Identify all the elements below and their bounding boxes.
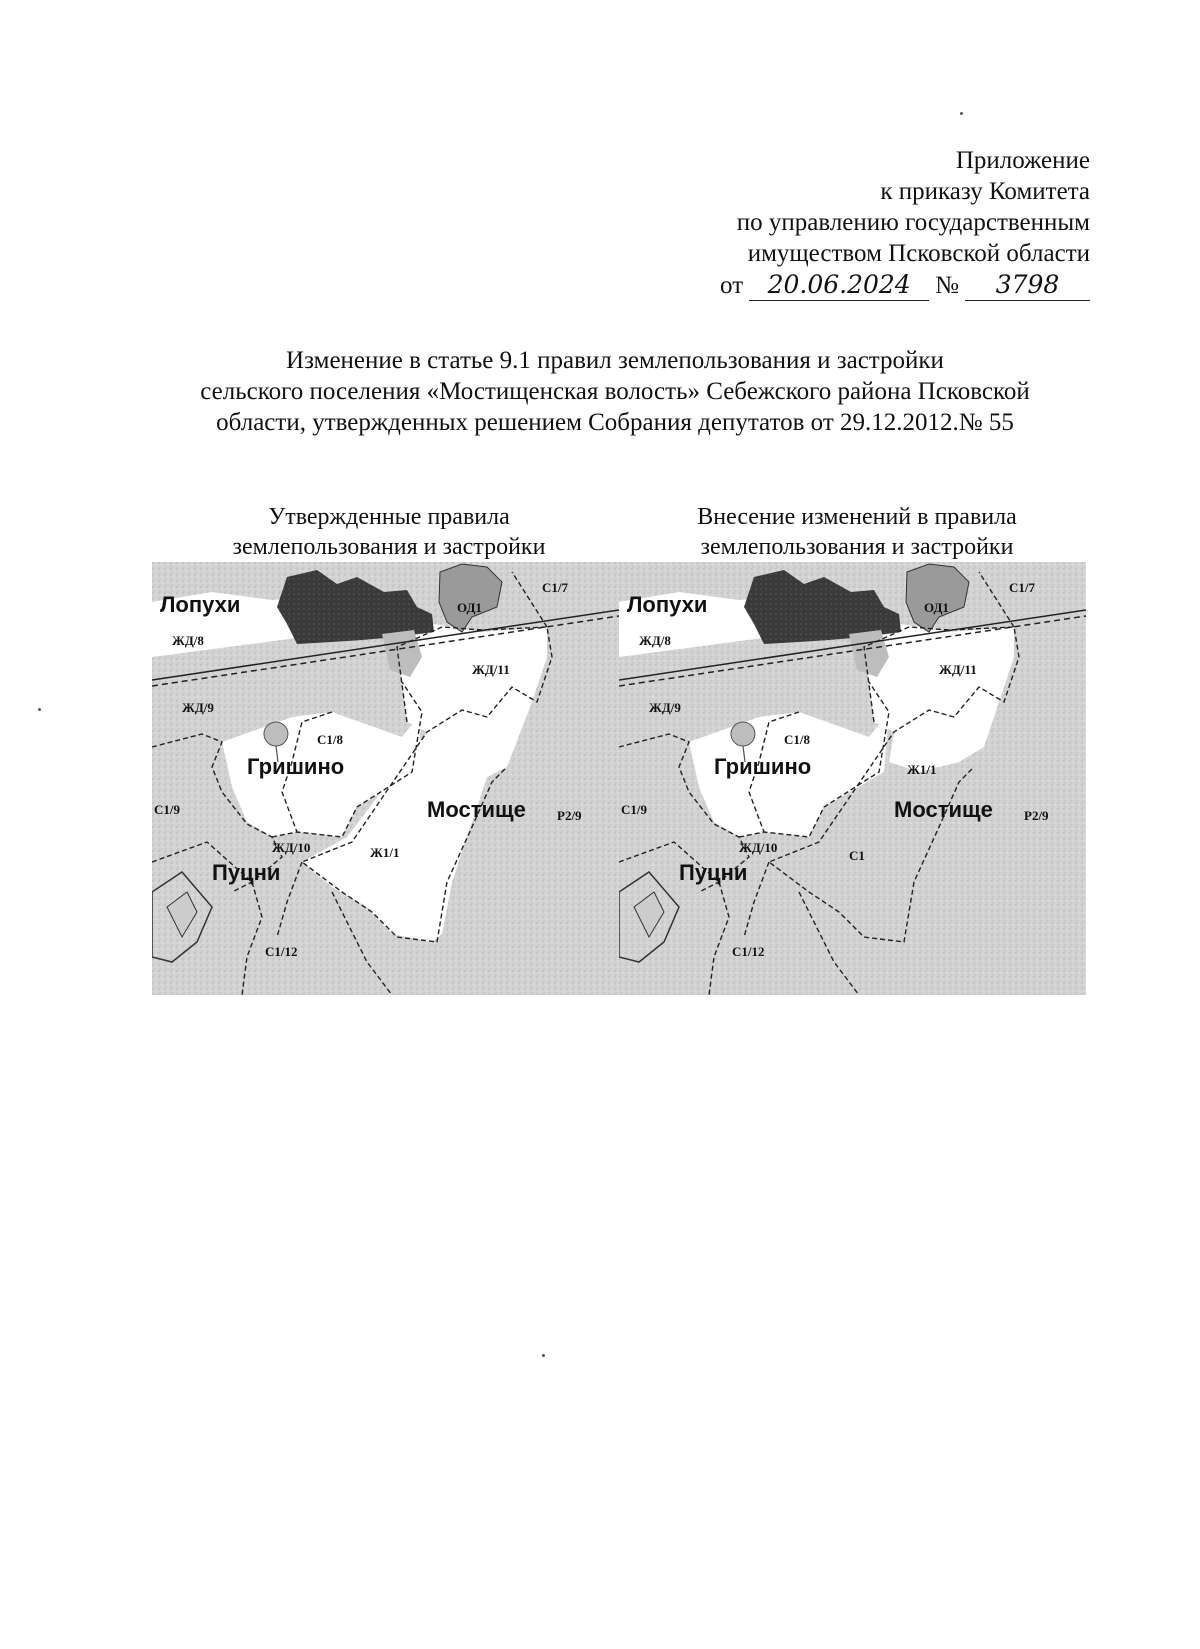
zone-label-c17: С1/7 (542, 580, 568, 595)
number-sign: № (935, 272, 959, 299)
scan-speck (542, 1354, 545, 1357)
title-line: области, утвержденных решением Собрания депутатов от 29.12.2012.№ 55 (216, 409, 1014, 436)
title-line: сельского поселения «Мостищенская волость» Себежского района Псковской (200, 378, 1030, 405)
caption-line: Внесение изменений в правила (697, 504, 1017, 530)
village-label-putsni: Пуцни (679, 860, 748, 885)
zone-label-p29: Р2/9 (1024, 808, 1049, 823)
village-label-mostishche: Мостище (427, 797, 526, 822)
pond-marker (731, 722, 755, 746)
zone-label-zhd9: ЖД/9 (182, 700, 214, 715)
village-label-lopukhi: Лопухи (627, 592, 708, 617)
zone-label-c19: С1/9 (154, 802, 180, 817)
caption-line: землепользования и застройки (232, 534, 546, 560)
zone-label-zh11: Ж1/1 (907, 762, 937, 777)
zone-label-c112: С1/12 (732, 944, 765, 959)
pond-marker (264, 722, 288, 746)
village-label-putsni: Пуцни (212, 860, 281, 885)
scan-speck (960, 112, 963, 115)
appendix-line: Приложение (955, 147, 1090, 174)
zone-label-zhd10: ЖД/10 (739, 840, 778, 855)
zone-label-od1: ОД1 (457, 600, 482, 615)
zone-label-c18: С1/8 (317, 732, 343, 747)
zone-label-c112: С1/12 (265, 944, 298, 959)
caption-line: землепользования и застройки (700, 534, 1014, 560)
appendix-header (720, 145, 1090, 301)
zone-label-c18: С1/8 (784, 732, 810, 747)
map-svg-changes (619, 562, 1086, 995)
order-date: 20.06.2024 (749, 269, 929, 301)
village-label-grishino: Гришино (714, 754, 812, 779)
zone-label-zhd9: ЖД/9 (649, 700, 681, 715)
zone-label-c1: С1 (849, 848, 865, 863)
zone-label-zh11: Ж1/1 (370, 845, 400, 860)
appendix-line: к приказу Комитета (880, 178, 1090, 205)
map-caption-changes (622, 502, 1092, 562)
zone-label-od1: ОД1 (924, 600, 949, 615)
scan-speck (38, 708, 41, 711)
zone-label-c19: С1/9 (621, 802, 647, 817)
village-label-grishino: Гришино (247, 754, 345, 779)
order-number: 3798 (965, 269, 1090, 301)
title-line: Изменение в статье 9.1 правил землепользования и застройки (286, 347, 944, 374)
zone-label-zhd8: ЖД/8 (639, 633, 671, 648)
village-label-mostishche: Мостище (894, 797, 993, 822)
order-date-number-line (720, 269, 1090, 301)
zoning-map-approved (152, 562, 619, 995)
zone-label-c17: С1/7 (1009, 580, 1035, 595)
zone-label-p29: Р2/9 (557, 808, 582, 823)
map-svg-approved (152, 562, 619, 995)
map-caption-approved (154, 502, 624, 562)
zone-label-zhd11: ЖД/11 (472, 662, 510, 677)
appendix-line: имуществом Псковской области (747, 240, 1090, 267)
caption-line: Утвержденные правила (268, 504, 510, 530)
zoning-map-changes (619, 562, 1086, 995)
zone-label-zhd10: ЖД/10 (272, 840, 311, 855)
document-title (150, 345, 1080, 438)
zone-label-zhd8: ЖД/8 (172, 633, 204, 648)
appendix-line: по управлению государственным (736, 209, 1090, 236)
village-label-lopukhi: Лопухи (160, 592, 241, 617)
date-prefix: от (720, 272, 744, 299)
zone-label-zhd11: ЖД/11 (939, 662, 977, 677)
